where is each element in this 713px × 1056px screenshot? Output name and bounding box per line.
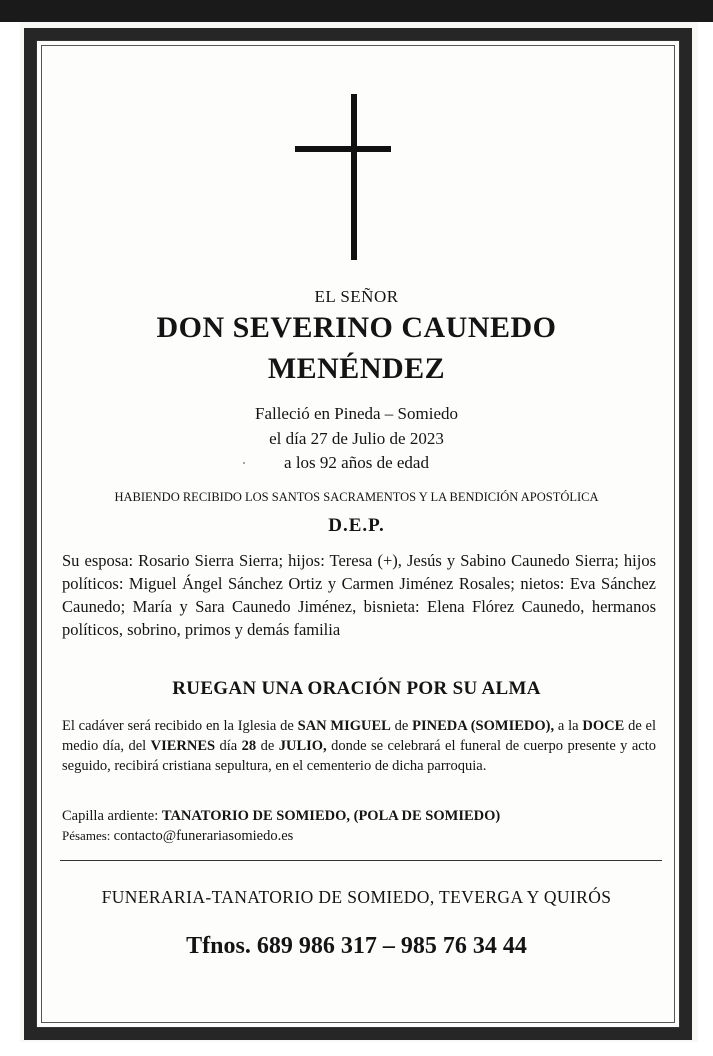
death-date: el día 27 de Julio de 2023 [269,429,444,448]
chapel-value: TANATORIO DE SOMIEDO, (POLA DE SOMIEDO) [161,808,501,824]
top-dark-band [0,0,713,22]
heading: EL SEÑOR [314,287,399,306]
phone-numbers: Tfnos. 689 986 317 – 985 76 34 44 [186,933,527,959]
funeral-details-paragraph: El cadáver será recibido en la Iglesia de SAN MIGUEL de PINEDA (SOMIEDO), a la DOCE de el medio día, del VIERNES día 28 de JULIO, donde se celebrará el funeral de cuerpo presente y acto seguido, recibirá cristiana sepultura, en el cementerio de dicha parroquia. [62,718,657,774]
condolences-label: Pésames: [62,828,114,843]
latin-cross-icon [295,94,391,260]
prayer-request: RUEGAN UNA ORACIÓN POR SU ALMA [172,678,541,699]
dep-abbreviation: D.E.P. [328,515,385,536]
death-age: a los 92 años de edad [284,453,429,472]
chapel-line [62,808,500,825]
chapel-label: Capilla ardiente: [62,808,162,824]
death-place: Falleció en Pineda – Somiedo [254,404,459,423]
sacraments-line: HABIENDO RECIBIDO LOS SANTOS SACRAMENTOS Y LA BENDICIÓN APOSTÓLICA [114,490,599,504]
condolences-email: contacto@funerariasomiedo.es [113,828,294,844]
deceased-name-line1: DON SEVERINO CAUNEDO [156,311,557,344]
divider [60,860,662,861]
deceased-name-line2: MENÉNDEZ [267,352,446,385]
family-paragraph: Su esposa: Rosario Sierra Sierra; hijos: Teresa (+), Jesús y Sabino Caunedo Sierra; hijos políticos: Miguel Ángel Sánchez Ortiz y Carmen Jiménez Rosales; nietos: Eva Sánchez Caunedo; María y Sara Caunedo Jiménez, bisnieta: Elena Flórez Caunedo, hermanos políticos, sobrino, primos y demás familia [62,551,656,639]
condolences-line [62,828,293,845]
speck [243,462,245,464]
funeral-home-name: FUNERARIA-TANATORIO DE SOMIEDO, TEVERGA Y QUIRÓS [101,887,612,907]
